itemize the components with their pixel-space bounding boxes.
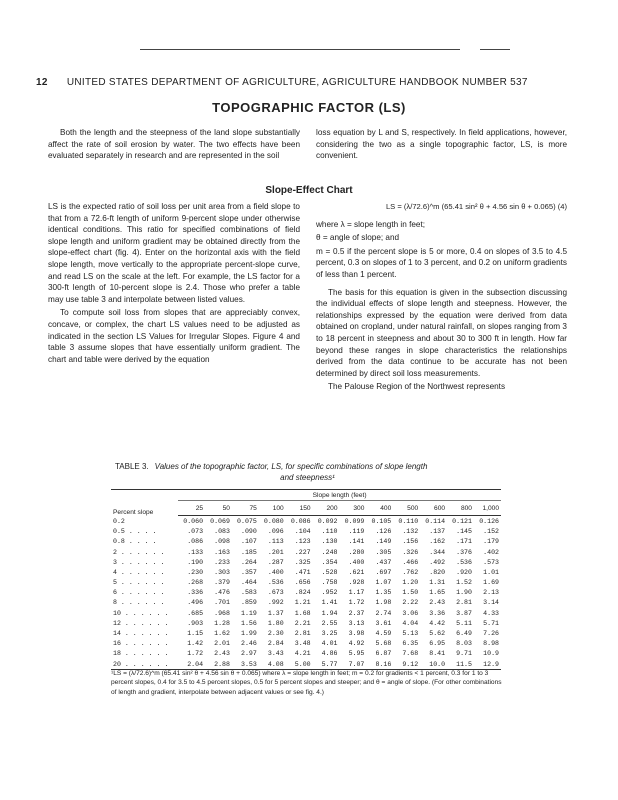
table-row [111, 516, 501, 527]
ls-value-cell: 3.43 [267, 650, 284, 658]
ls-value-cell: .992 [267, 599, 284, 607]
ls-value-cell: .656 [294, 579, 311, 587]
ls-value-cell: 5.62 [429, 630, 446, 638]
table-caption-line2: and steepness¹ [280, 473, 335, 482]
slope-cell: 18 . . . . . . [113, 650, 169, 658]
ls-value-cell: 5.11 [456, 619, 472, 627]
ls-value-cell: .149 [375, 538, 392, 546]
ls-value-cell: 5.00 [286, 659, 313, 670]
ls-value-cell: 8.98 [483, 640, 499, 648]
ls-value-cell: .179 [483, 538, 499, 546]
ls-value-cell: 1.19 [241, 609, 257, 617]
ls-value-cell: .326 [402, 548, 419, 556]
ls-value-cell: 1.41 [321, 599, 338, 607]
ls-value-cell: .464 [241, 579, 257, 587]
ls-value-cell: .248 [321, 548, 338, 556]
ls-value-cell: 3.48 [294, 640, 311, 648]
ls-value-cell: 2.81 [294, 630, 311, 638]
table-row [111, 578, 501, 588]
ls-value-cell: .400 [267, 568, 284, 576]
ls-value-cell: .344 [429, 548, 446, 556]
table-label: TABLE 3. [115, 462, 149, 471]
ls-value-cell: 0.086 [290, 517, 311, 525]
ls-value-cell: 8.03 [456, 640, 472, 648]
ls-value-cell: 7.26 [483, 630, 499, 638]
length-header: 500 [393, 501, 420, 516]
ls-value-cell: 1.98 [375, 599, 392, 607]
ls-value-cell: .073 [187, 528, 204, 536]
ls-value-cell: 8.41 [429, 650, 446, 658]
ls-value-cell: .325 [294, 558, 311, 566]
ls-value-cell: .098 [214, 538, 230, 546]
ls-value-cell: 0.080 [263, 517, 284, 525]
ls-value-cell: .107 [241, 538, 257, 546]
ls-value-cell: 2.22 [402, 599, 419, 607]
right-paragraph-2: The Palouse Region of the Northwest represents [328, 382, 506, 392]
ls-value-cell: 3.98 [348, 630, 365, 638]
slope-cell: 20 . . . . . . [111, 659, 178, 670]
ls-value-cell: .697 [375, 568, 392, 576]
left-paragraph-2: To compute soil loss from slopes that are appreciably convex, concave, or complex, the chart LS values need to be adjusted as indicated in the section LS Values for Irregular Slopes. Figure 4 and table 3 assume slopes that have essentially uniform gradient. The chart and table were derived by the equation [48, 308, 300, 364]
ls-value-cell: 2.81 [456, 599, 472, 607]
ls-value-cell: 2.13 [483, 589, 499, 597]
slope-cell: 14 . . . . . . [113, 630, 169, 638]
table-row [111, 567, 501, 577]
length-header: 150 [286, 501, 313, 516]
ls-value-cell: 1.56 [241, 619, 257, 627]
ls-value-cell: 2.84 [267, 640, 284, 648]
ls-value-cell: 12.9 [474, 659, 501, 670]
ls-value-cell: 2.21 [294, 619, 311, 627]
running-header [36, 77, 556, 88]
ls-value-cell: 5.68 [375, 640, 392, 648]
slope-cell: 0.8 . . . . [113, 538, 157, 546]
table-row [111, 598, 501, 608]
ls-value-cell: 5.13 [402, 630, 419, 638]
ls-value-cell: 10.0 [420, 659, 447, 670]
ls-value-cell: 0.126 [479, 517, 499, 525]
ls-value-cell: 4.21 [294, 650, 311, 658]
ls-value-cell: 1.50 [402, 589, 419, 597]
ls-value-cell: 5.95 [348, 650, 365, 658]
ls-value-cell: 3.53 [232, 659, 259, 670]
ls-value-cell: 1.15 [187, 630, 204, 638]
table-caption-line1: Values of the topographic factor, LS, for specific combinations of slope length [154, 462, 428, 471]
ls-value-cell: 3.13 [348, 619, 365, 627]
intro-left-text: Both the length and the steepness of the land slope substantially affect the rate of soil erosion by water. The two effects have been evaluated separately in research and are represented in the soil [48, 128, 300, 161]
ls-value-cell: 4.33 [483, 609, 499, 617]
table-row [111, 588, 501, 598]
ls-value-cell: 1.65 [429, 589, 446, 597]
ls-value-cell: .466 [402, 558, 419, 566]
ls-value-cell: 1.01 [483, 568, 499, 576]
ls-value-cell: .528 [321, 568, 338, 576]
ls-value-cell: .110 [321, 528, 338, 536]
ls-value-cell: 2.88 [205, 659, 232, 670]
ls-value-cell: 11.5 [447, 659, 474, 670]
ls-value-cell: 8.16 [366, 659, 393, 670]
ls-value-cell: 1.69 [483, 579, 499, 587]
ls-value-cell: 4.01 [321, 640, 338, 648]
ls-value-cell: 5.71 [483, 619, 499, 627]
intro-right-text: loss equation by L and S, respectively. In field applications, however, considering the two as a single topographic factor, LS, is more convenient. [316, 128, 567, 161]
slope-cell: 4 . . . . . . [113, 568, 165, 576]
ls-value-cell: .132 [402, 528, 419, 536]
left-column [48, 201, 300, 367]
ls-value-cell: 2.74 [375, 609, 392, 617]
section-title: TOPOGRAPHIC FACTOR (LS) [212, 100, 406, 115]
table-row [111, 649, 501, 659]
ls-value-cell: 6.87 [375, 650, 392, 658]
ls-value-cell: 3.25 [321, 630, 338, 638]
length-header: 25 [178, 501, 205, 516]
ls-value-cell: 4.42 [429, 619, 446, 627]
ls-value-cell: 2.43 [429, 599, 446, 607]
ls-value-cell: 1.28 [214, 619, 230, 627]
slope-cell: 10 . . . . . . [113, 609, 169, 617]
ls-value-cell: .130 [321, 538, 338, 546]
ls-value-cell: .152 [483, 528, 499, 536]
ls-value-cell: .536 [267, 579, 284, 587]
ls-value-cell: 0.060 [183, 517, 204, 525]
ls-value-cell: .496 [187, 599, 204, 607]
ls-value-cell: 2.04 [178, 659, 205, 670]
ls-value-cell: .701 [214, 599, 230, 607]
table-footnote: ¹LS = (λ/72.6)^m (65.41 sin² θ + 4.56 sin θ + 0.065) where λ = slope length in feet; m = 0.2 for gradients < 1 percent, 0.3 for 1 to 3 percent slopes, 0.4 for 3.5 to 4.5 percent slopes, 0.5 for 5 percent slopes and steeper; and θ = angle of slope. (For other combinations of length and gradient, interpolate between adjacent values or see fig. 4.) [111, 670, 502, 696]
left-paragraph-1: LS is the expected ratio of soil loss per unit area from a field slope to that from a 72.6-ft length of uniform 9-percent slope under otherwise identical conditions. This ratio for specified combinations of field slope length and uniform gradient may be obtained directly from the slope-effect chart (fig. 4). Enter on the horizontal axis with the field slope length, move vertically to the appropriate percent-slope curve, and read LS on the scale at the left. For example, the LS factor for a 300-ft length of 10-percent slope is 2.4. Those who prefer a table may use table 3 and interpolate between listed values. [48, 202, 300, 304]
ls-value-cell: .536 [456, 558, 472, 566]
ls-value-cell: 1.07 [375, 579, 392, 587]
ls-value-cell: 7.68 [402, 650, 419, 658]
ls-value-cell: .903 [187, 619, 204, 627]
table-row [111, 537, 501, 547]
ls-value-cell: 2.30 [267, 630, 284, 638]
ls-value-cell: 3.14 [483, 599, 499, 607]
ls-value-cell: 0.099 [344, 517, 365, 525]
ls-value-cell: 2.43 [214, 650, 230, 658]
ls-value-cell: 1.99 [241, 630, 257, 638]
ls-value-cell: .402 [483, 548, 499, 556]
ls-value-cell: 5.77 [313, 659, 340, 670]
ls-value-cell: 6.35 [402, 640, 419, 648]
ls-value-cell: 3.06 [402, 609, 419, 617]
ls-value-cell: 9.12 [393, 659, 420, 670]
header-percent-slope: Percent slope [111, 490, 178, 516]
ls-value-cell: 4.92 [348, 640, 365, 648]
right-column [316, 201, 567, 395]
ls-value-cell: .492 [429, 558, 446, 566]
ls-value-cell: .145 [456, 528, 472, 536]
ls-value-cell: 1.42 [187, 640, 204, 648]
slope-cell: 6 . . . . . . [113, 589, 165, 597]
table-row [111, 618, 501, 628]
ls-value-cell: .354 [321, 558, 338, 566]
ls-value-cell: .762 [402, 568, 419, 576]
length-header: 1,000 [474, 501, 501, 516]
slope-cell: 2 . . . . . . [113, 548, 165, 556]
top-rule-right [480, 49, 510, 50]
ls-value-cell: 2.46 [241, 640, 257, 648]
ls-value-cell: .305 [375, 548, 392, 556]
ls-value-cell: .230 [187, 568, 204, 576]
ls-value-cell: .156 [402, 538, 419, 546]
ls-value-cell: 3.87 [456, 609, 472, 617]
ls-value-cell: .264 [241, 558, 257, 566]
where-lambda: where λ = slope length in feet; [316, 219, 426, 229]
ls-value-cell: 0.110 [398, 517, 419, 525]
ls-value-cell: .123 [294, 538, 311, 546]
ls-value-cell: .400 [348, 558, 365, 566]
slope-cell: 12 . . . . . . [113, 619, 169, 627]
ls-value-cell: .185 [241, 548, 257, 556]
ls-value-cell: .137 [429, 528, 446, 536]
ls-value-cell: .685 [187, 609, 204, 617]
ls-value-cell: .820 [429, 568, 446, 576]
where-theta: θ = angle of slope; and [316, 233, 400, 243]
ls-value-cell: 4.86 [321, 650, 338, 658]
intro-right [316, 127, 567, 164]
ls-value-cell: 1.21 [294, 599, 311, 607]
ls-value-cell: .437 [375, 558, 392, 566]
length-header: 100 [259, 501, 286, 516]
ls-value-cell: 6.95 [429, 640, 446, 648]
ls-value-cell: 1.37 [267, 609, 284, 617]
ls-table [111, 489, 501, 670]
ls-value-cell: 2.97 [241, 650, 257, 658]
ls-value-cell: .928 [348, 579, 365, 587]
ls-value-cell: 0.105 [371, 517, 392, 525]
ls-value-cell: .920 [456, 568, 472, 576]
ls-value-cell: 1.17 [348, 589, 365, 597]
ls-value-cell: .227 [294, 548, 311, 556]
ls-value-cell: 4.04 [402, 619, 419, 627]
ls-value-cell: .287 [267, 558, 284, 566]
slope-cell: 0.2 [113, 517, 125, 525]
ls-value-cell: .303 [214, 568, 230, 576]
ls-value-cell: 1.72 [187, 650, 204, 658]
ls-value-cell: .126 [375, 528, 392, 536]
ls-value-cell: .573 [483, 558, 499, 566]
ls-value-cell: 0.069 [210, 517, 230, 525]
ls-value-cell: .233 [214, 558, 230, 566]
ls-value-cell: .621 [348, 568, 365, 576]
ls-value-cell: 1.68 [294, 609, 311, 617]
ls-value-cell: .357 [241, 568, 257, 576]
ls-value-cell: 2.01 [214, 640, 230, 648]
ls-value-cell: 4.59 [375, 630, 392, 638]
ls-value-cell: 1.94 [321, 609, 338, 617]
ls-value-cell: .379 [214, 579, 230, 587]
page-number: 12 [36, 77, 48, 88]
ls-value-cell: .090 [241, 528, 257, 536]
ls-value-cell: .280 [348, 548, 365, 556]
table-row [111, 628, 501, 638]
ls-value-cell: .201 [267, 548, 284, 556]
equation-4: LS = (λ/72.6)^m (65.41 sin² θ + 4.56 sin θ + 0.065) (4) [385, 202, 567, 211]
ls-value-cell: .083 [214, 528, 230, 536]
ls-value-cell: 0.114 [425, 517, 446, 525]
ls-value-cell: .968 [214, 609, 230, 617]
length-header: 200 [313, 501, 340, 516]
ls-value-cell: .583 [241, 589, 257, 597]
ls-value-cell: .268 [187, 579, 204, 587]
ls-value-cell: .673 [267, 589, 284, 597]
ls-value-cell: 0.121 [452, 517, 472, 525]
length-header: 400 [366, 501, 393, 516]
slope-cell: 0.5 . . . . [113, 528, 157, 536]
ls-value-cell: 1.90 [456, 589, 472, 597]
ls-value-cell: .336 [187, 589, 204, 597]
ls-value-cell: 1.35 [375, 589, 392, 597]
length-header: 300 [340, 501, 367, 516]
header-slope-length: Slope length (feet) [178, 490, 501, 501]
ls-value-cell: .824 [294, 589, 311, 597]
slope-effect-heading: Slope-Effect Chart [265, 185, 353, 196]
ls-value-cell: .104 [294, 528, 311, 536]
right-paragraph-1: The basis for this equation is given in the subsection discussing the individual effects of slope length and steepness. However, the relationships expressed by the equation were derived from data obtained on cropland, under natural rainfall, on slopes ranging from 3 to 18 percent in steepness and about 30 to 300 ft in length. How far beyond these ranges in slope characteristics the relationships derived from the data continue to be accurate has not been determined by direct soil loss measurements. [316, 287, 567, 378]
ls-value-cell: 3.61 [375, 619, 392, 627]
ls-value-cell: 10.9 [483, 650, 499, 658]
ls-value-cell: .133 [187, 548, 204, 556]
ls-value-cell: 6.49 [456, 630, 472, 638]
ls-value-cell: .163 [214, 548, 230, 556]
ls-value-cell: .113 [267, 538, 284, 546]
ls-value-cell: .376 [456, 548, 472, 556]
ls-value-cell: 1.31 [429, 579, 446, 587]
length-header: 800 [447, 501, 474, 516]
table-row [111, 547, 501, 557]
ls-value-cell: .162 [429, 538, 446, 546]
slope-cell: 16 . . . . . . [113, 640, 169, 648]
where-m: m = 0.5 if the percent slope is 5 or more, 0.4 on slopes of 3.5 to 4.5 percent, 0.3 on slopes of 1 to 3 percent, and 0.2 on uniform gradients of less than 1 percent. [316, 246, 567, 279]
table-row [111, 557, 501, 567]
ls-value-cell: 1.62 [214, 630, 230, 638]
ls-value-cell: 0.075 [237, 517, 257, 525]
table-row [111, 608, 501, 618]
ls-value-cell: .119 [348, 528, 365, 536]
ls-value-cell: 3.36 [429, 609, 446, 617]
ls-value-cell: 4.08 [259, 659, 286, 670]
ls-value-cell: .859 [241, 599, 257, 607]
slope-cell: 8 . . . . . . [113, 599, 165, 607]
ls-value-cell: 2.37 [348, 609, 365, 617]
ls-value-cell: .952 [321, 589, 338, 597]
top-rule-left [140, 49, 460, 50]
ls-value-cell: .471 [294, 568, 311, 576]
ls-value-cell: 1.20 [402, 579, 419, 587]
length-header: 75 [232, 501, 259, 516]
length-header: 600 [420, 501, 447, 516]
ls-value-cell: .096 [267, 528, 284, 536]
ls-value-cell: 1.80 [267, 619, 284, 627]
slope-cell: 3 . . . . . . [113, 558, 165, 566]
ls-value-cell: 0.092 [317, 517, 338, 525]
ls-value-cell: .141 [348, 538, 365, 546]
intro-left [48, 127, 300, 164]
ls-value-cell: .190 [187, 558, 204, 566]
length-header: 50 [205, 501, 232, 516]
ls-value-cell: 1.52 [456, 579, 472, 587]
ls-value-cell: 1.72 [348, 599, 365, 607]
ls-value-cell: .171 [456, 538, 472, 546]
slope-cell: 5 . . . . . . [113, 579, 165, 587]
table-row [111, 639, 501, 649]
running-head: UNITED STATES DEPARTMENT OF AGRICULTURE, AGRICULTURE HANDBOOK NUMBER 537 [66, 77, 528, 88]
table-caption [115, 461, 500, 483]
ls-value-cell: 9.71 [456, 650, 472, 658]
table-row [111, 527, 501, 537]
ls-value-cell: .476 [214, 589, 230, 597]
ls-value-cell: 2.55 [321, 619, 338, 627]
ls-value-cell: .086 [187, 538, 204, 546]
ls-value-cell: .758 [321, 579, 338, 587]
ls-value-cell: 7.07 [340, 659, 367, 670]
